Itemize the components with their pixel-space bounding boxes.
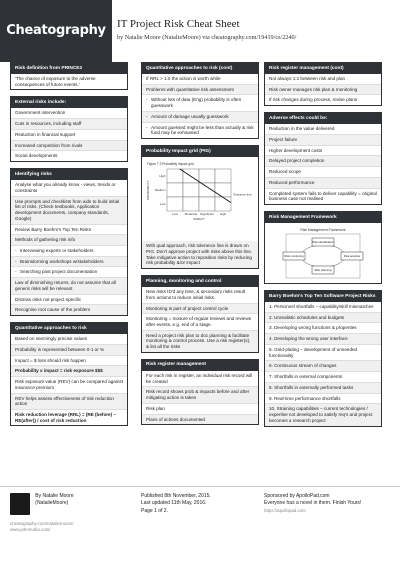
section-heading: External risks include: bbox=[11, 97, 127, 108]
section-row: 8. Shortfalls in externally performed tasks bbox=[265, 383, 381, 394]
section-adverse-effects-could-be bbox=[264, 112, 382, 205]
footer-sponsor bbox=[264, 493, 389, 514]
framework-diagram bbox=[268, 226, 378, 280]
pig-cell bbox=[215, 197, 231, 211]
section-row: Dismiss risks not project specific bbox=[11, 295, 127, 306]
sponsor-title[interactable]: Sponsored by ApolloPad.com bbox=[264, 493, 330, 499]
author-handle: (NatalieMoore) bbox=[35, 500, 69, 506]
page-number: Page 1 of 2. bbox=[141, 507, 168, 514]
section-row: 1. Personnel shortfalls – capability/skill mismatches bbox=[265, 302, 381, 313]
section-row: If risk changes during process, revise plans bbox=[269, 97, 358, 103]
section-row: Monitoring is part of project control cycle bbox=[142, 304, 258, 315]
framework-node-label: Risk monitoring bbox=[284, 254, 304, 259]
section-identifying-risks bbox=[10, 168, 128, 316]
pig-y-label: PROBABILITY bbox=[146, 180, 150, 200]
section-row: Impact = $ loss should risk happen bbox=[11, 356, 127, 367]
column-3 bbox=[264, 62, 382, 433]
pig-cell bbox=[183, 197, 199, 211]
pig-cell bbox=[183, 183, 199, 197]
section-heading: Quantitative approaches to risk bbox=[11, 323, 127, 334]
header bbox=[0, 0, 400, 62]
section-row: - Amount guessed might be less than actually & risk fund may be exhausted bbox=[142, 123, 258, 138]
section-row: 4. Developing the wrong user interface bbox=[265, 334, 381, 345]
section-row: Probability is represented between 0-1 or % bbox=[11, 345, 127, 356]
section-row: 5. Gold-plating – development of unneeded functionality bbox=[265, 345, 381, 361]
section-heading: Planning, monitoring and control bbox=[142, 276, 258, 287]
author-name: By Natalie Moore bbox=[35, 493, 74, 499]
section-row: Completed system fails to deliver capability = original business case not realised bbox=[269, 190, 377, 202]
pig-figure bbox=[142, 157, 258, 241]
section-risk-management-framework bbox=[264, 211, 382, 284]
page-title: IT Project Risk Cheat Sheet bbox=[117, 18, 240, 30]
section-heading: Adverse effects could be: bbox=[265, 113, 381, 124]
section-row: Social developments bbox=[15, 153, 58, 159]
section-quantitative-approaches-to-risk bbox=[10, 322, 128, 426]
framework-node-label: Risk analysis bbox=[343, 254, 361, 259]
author-website-link[interactable]: www.johnmaha.com/ bbox=[10, 526, 51, 532]
section-row: 7. Shortfalls in external components bbox=[265, 372, 381, 383]
author-link[interactable]: cheatography.com/nataliemoore/ bbox=[10, 521, 74, 526]
section-row: Risk record shows prob & impacts before and after mitigating action is taken bbox=[142, 387, 258, 403]
section-row: Problems with quantitative risk assessment bbox=[142, 85, 258, 96]
section-row: Law of diminishing returns, do not assume that all generic risks will be relevant bbox=[11, 278, 127, 294]
byline[interactable]: by Natalie Moore (NatalieMoore) via cheatography.com/19419/cs/2240/ bbox=[117, 33, 297, 41]
pig-x-tick: Low bbox=[172, 212, 178, 217]
pig-cell bbox=[199, 197, 215, 211]
section-risk-register-management-cont bbox=[264, 62, 382, 106]
section-row: Reduced performance bbox=[265, 178, 381, 189]
framework-cycle bbox=[301, 245, 345, 267]
pig-x-label: IMPACT bbox=[193, 217, 205, 222]
section-row: Project failure bbox=[265, 135, 381, 146]
pig-cell bbox=[167, 197, 183, 211]
section-row: - Searching past project documentation bbox=[11, 267, 127, 278]
pig-x-tick: High bbox=[219, 212, 227, 217]
pig-chart bbox=[145, 160, 255, 238]
pig-tolerance-label: Tolerance line bbox=[233, 192, 252, 197]
section-row: Review Barry Boehm's Top Ten Risks bbox=[11, 225, 127, 236]
section-probability-impact-grid-pig bbox=[141, 145, 259, 269]
section-row: Use prompts and checklists from aids to build initial list of risks. (Check textbooks, Application development documents, company standards, Google) bbox=[11, 197, 127, 225]
pig-cell bbox=[167, 169, 183, 183]
section-row: Government intervention bbox=[11, 108, 127, 119]
section-row: Risk owner manages risk plan & monitoring bbox=[265, 85, 381, 96]
section-row: Delayed project completion bbox=[265, 156, 381, 167]
section-row: With qual approach, risk tolerance line is drawn on PIG. Don't approve project with risks above this line. Take mitigative action to reposition risks by reducing risk probability &/or impact bbox=[142, 241, 258, 268]
section-quantitative-approaches-to-risk-cont bbox=[141, 62, 259, 139]
section-row: Increased competition from rivals bbox=[11, 141, 127, 152]
section-row: Analyse what you already know - views, trends or constraints bbox=[11, 180, 127, 196]
logo[interactable] bbox=[0, 0, 112, 62]
section-row: - Brainstorming workshops w/stakeholders bbox=[11, 257, 127, 268]
framework-caption: Risk Management Framework bbox=[300, 228, 346, 233]
section-row: - Without lots of data (Eng) probability is often guesswork bbox=[142, 95, 258, 111]
section-row: Plans of actions documented bbox=[142, 415, 258, 425]
footer-dates bbox=[141, 493, 259, 515]
section-row: Reduced scope bbox=[265, 167, 381, 178]
column-2 bbox=[141, 62, 259, 431]
pig-x-tick: Moderate bbox=[184, 212, 198, 217]
pig-y-tick: High bbox=[159, 174, 166, 179]
section-heading: Identifying risks bbox=[11, 169, 127, 180]
section-heading: Risk definition from PRINCE2 bbox=[11, 63, 127, 74]
section-row: 9. Real-time performance shortfalls bbox=[265, 394, 381, 405]
section-row: 'The chance of exposure to the adverse consequences of future events.' bbox=[15, 75, 96, 87]
section-row: Higher development costs bbox=[265, 146, 381, 157]
pig-x-tick: Significant bbox=[200, 212, 214, 217]
sponsor-text: Everyone has a novel in them. Finish Yours! bbox=[264, 500, 362, 507]
section-row: Risk plan bbox=[142, 404, 258, 415]
section-external-risks-include bbox=[10, 96, 128, 162]
logo-text: Cheatography bbox=[6, 22, 106, 38]
section-row: Based on seemingly precise values bbox=[11, 334, 127, 345]
section-row: Monitoring = mixture of regular reviews and reviews after events, e.g. end of a stage. bbox=[142, 314, 258, 330]
avatar bbox=[10, 493, 30, 515]
pig-cell bbox=[167, 183, 183, 197]
section-heading: Quantitative approaches to risk (cont) bbox=[142, 63, 258, 74]
framework-node-label: Risk planning bbox=[314, 268, 332, 273]
section-barry-boehm-s-top-ten-software-project-r bbox=[264, 290, 382, 427]
section-row: 3. Developing wrong functions & properties bbox=[265, 323, 381, 334]
section-planning-monitoring-and-control bbox=[141, 275, 259, 353]
section-heading: Barry Boehm's Top Ten Software Project Risks bbox=[265, 291, 381, 302]
section-row: 10. Straining capabilities – current technologies / expertise not developed to satisfy req's and project becomes a research project bbox=[265, 404, 381, 425]
section-row: Risk exposure value (REV) can be compared against insurance premium bbox=[11, 377, 127, 393]
section-row: REV helps assess effectiveness of risk reduction action bbox=[11, 394, 127, 410]
section-row: - Amount of damage usually guesswork bbox=[142, 112, 258, 123]
section-row: Reduction in financial support bbox=[11, 130, 127, 141]
section-row: Need a project risk plan to doc planning & facilitate monitoring & control process. Use a risk register(s), & list all the risks bbox=[142, 331, 258, 352]
pig-cell bbox=[215, 169, 231, 183]
framework-figure bbox=[265, 223, 381, 283]
section-row: Cuts in resources, including staff bbox=[11, 119, 127, 130]
section-heading: Risk register management bbox=[142, 360, 258, 371]
footer bbox=[0, 486, 400, 566]
section-heading: Probability Impact grid (PIG) bbox=[142, 146, 258, 157]
pig-y-tick: Low bbox=[159, 202, 166, 207]
section-row: 6. Continuous stream of changes bbox=[265, 361, 381, 372]
section-row: Not always 1:1 between risk and plan bbox=[265, 74, 381, 85]
pig-cell bbox=[199, 169, 215, 183]
updated-date: Last updated 11th May, 2016. bbox=[141, 500, 207, 507]
title-area bbox=[117, 18, 296, 42]
section-row: For each risk in register, an individual risk record will be created bbox=[142, 371, 258, 387]
sponsor-link[interactable]: https://apollopad.com bbox=[264, 507, 306, 513]
column-1 bbox=[10, 62, 128, 432]
section-row: - Interviewing experts or stakeholders bbox=[11, 246, 127, 257]
pig-caption: Figure 7.3 Probability impact grid bbox=[147, 162, 194, 167]
section-row: If RRL > 1.0 the action is worth while bbox=[142, 74, 258, 85]
section-row: Probability x impact = risk exposure $$$ bbox=[11, 366, 127, 377]
section-heading: Risk register management (cont) bbox=[265, 63, 381, 74]
section-heading: Risk Management Framework bbox=[265, 212, 381, 223]
section-row: Methods of gathering risk info bbox=[11, 235, 127, 246]
section-row: Recognise root cause of the problem bbox=[11, 305, 127, 315]
section-row: Reduction in the value delivered bbox=[265, 124, 381, 135]
pig-cell bbox=[215, 183, 231, 197]
section-row: New risks ID'd any time, & secondary risks result from actions to reduce initial risks. bbox=[142, 287, 258, 303]
section-row: 2. Unrealistic schedules and budgets bbox=[265, 313, 381, 324]
pig-y-tick: Medium bbox=[154, 188, 166, 193]
footer-author bbox=[10, 493, 135, 532]
framework-node-label: Risk identification bbox=[312, 240, 334, 245]
section-row: Risk reduction leverage (RRL) = (RE (before) – RE(after)) / cost of risk reduction bbox=[15, 411, 116, 423]
published-date: Published 8th November, 2015. bbox=[141, 493, 211, 499]
section-risk-definition-from-prince2 bbox=[10, 62, 128, 90]
section-risk-register-management bbox=[141, 359, 259, 425]
